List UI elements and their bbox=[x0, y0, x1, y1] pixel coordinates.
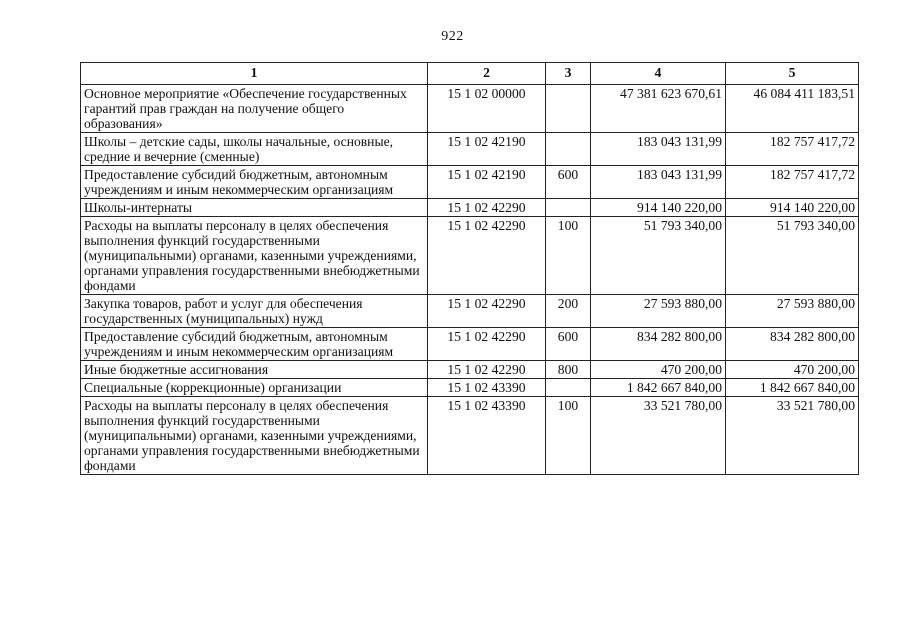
header-col-4: 4 bbox=[591, 63, 726, 85]
row-type: 100 bbox=[546, 217, 591, 295]
row-name: Основное мероприятие «Обеспечение государственных гарантий прав граждан на получение общего образования» bbox=[81, 85, 428, 133]
header-row bbox=[81, 63, 859, 85]
row-name: Предоставление субсидий бюджетным, автономным учреждениям и иным некоммерческим организациям bbox=[81, 328, 428, 361]
row-amount-1: 47 381 623 670,61 bbox=[591, 85, 726, 133]
row-amount-2: 834 282 800,00 bbox=[726, 328, 859, 361]
row-type: 800 bbox=[546, 361, 591, 379]
row-amount-1: 51 793 340,00 bbox=[591, 217, 726, 295]
row-name: Школы-интернаты bbox=[81, 199, 428, 217]
row-type bbox=[546, 199, 591, 217]
table-row bbox=[81, 361, 859, 379]
row-amount-2: 470 200,00 bbox=[726, 361, 859, 379]
row-amount-2: 1 842 667 840,00 bbox=[726, 379, 859, 397]
row-code: 15 1 02 42290 bbox=[428, 199, 546, 217]
row-name: Иные бюджетные ассигнования bbox=[81, 361, 428, 379]
page-number: 922 bbox=[441, 29, 464, 44]
row-type: 100 bbox=[546, 397, 591, 475]
table-row bbox=[81, 199, 859, 217]
row-amount-2: 33 521 780,00 bbox=[726, 397, 859, 475]
row-amount-1: 33 521 780,00 bbox=[591, 397, 726, 475]
row-code: 15 1 02 43390 bbox=[428, 397, 546, 475]
row-amount-1: 914 140 220,00 bbox=[591, 199, 726, 217]
budget-table bbox=[80, 62, 859, 475]
row-type: 600 bbox=[546, 328, 591, 361]
table-row bbox=[81, 379, 859, 397]
table-row bbox=[81, 295, 859, 328]
row-code: 15 1 02 42290 bbox=[428, 217, 546, 295]
header-col-1: 1 bbox=[81, 63, 428, 85]
row-amount-2: 46 084 411 183,51 bbox=[726, 85, 859, 133]
table-row bbox=[81, 133, 859, 166]
table-row bbox=[81, 166, 859, 199]
row-amount-1: 834 282 800,00 bbox=[591, 328, 726, 361]
row-type bbox=[546, 133, 591, 166]
row-amount-1: 27 593 880,00 bbox=[591, 295, 726, 328]
header-col-2: 2 bbox=[428, 63, 546, 85]
row-type: 600 bbox=[546, 166, 591, 199]
row-amount-2: 182 757 417,72 bbox=[726, 166, 859, 199]
row-type bbox=[546, 379, 591, 397]
row-code: 15 1 02 42290 bbox=[428, 295, 546, 328]
row-code: 15 1 02 42290 bbox=[428, 361, 546, 379]
table-row bbox=[81, 217, 859, 295]
row-amount-2: 914 140 220,00 bbox=[726, 199, 859, 217]
row-type: 200 bbox=[546, 295, 591, 328]
row-code: 15 1 02 42290 bbox=[428, 328, 546, 361]
row-amount-1: 183 043 131,99 bbox=[591, 133, 726, 166]
header-col-5: 5 bbox=[726, 63, 859, 85]
row-name: Специальные (коррекционные) организации bbox=[81, 379, 428, 397]
row-name: Расходы на выплаты персоналу в целях обеспечения выполнения функций государственными (муниципальными) органами, казенными учреждениями, органами управления государственными внебюджетными фондами bbox=[81, 397, 428, 475]
row-name: Закупка товаров, работ и услуг для обеспечения государственных (муниципальных) нужд bbox=[81, 295, 428, 328]
row-code: 15 1 02 42190 bbox=[428, 166, 546, 199]
row-name: Предоставление субсидий бюджетным, автономным учреждениям и иным некоммерческим организациям bbox=[81, 166, 428, 199]
row-amount-2: 182 757 417,72 bbox=[726, 133, 859, 166]
row-code: 15 1 02 42190 bbox=[428, 133, 546, 166]
row-amount-1: 470 200,00 bbox=[591, 361, 726, 379]
row-amount-2: 51 793 340,00 bbox=[726, 217, 859, 295]
row-amount-1: 183 043 131,99 bbox=[591, 166, 726, 199]
row-name: Расходы на выплаты персоналу в целях обеспечения выполнения функций государственными (муниципальными) органами, казенными учреждениями, органами управления государственными внебюджетными фондами bbox=[81, 217, 428, 295]
row-amount-2: 27 593 880,00 bbox=[726, 295, 859, 328]
row-name: Школы – детские сады, школы начальные, основные, средние и вечерние (сменные) bbox=[81, 133, 428, 166]
table-row bbox=[81, 85, 859, 133]
row-amount-1: 1 842 667 840,00 bbox=[591, 379, 726, 397]
row-type bbox=[546, 85, 591, 133]
row-code: 15 1 02 00000 bbox=[428, 85, 546, 133]
table-row bbox=[81, 328, 859, 361]
row-code: 15 1 02 43390 bbox=[428, 379, 546, 397]
header-col-3: 3 bbox=[546, 63, 591, 85]
table-row bbox=[81, 397, 859, 475]
